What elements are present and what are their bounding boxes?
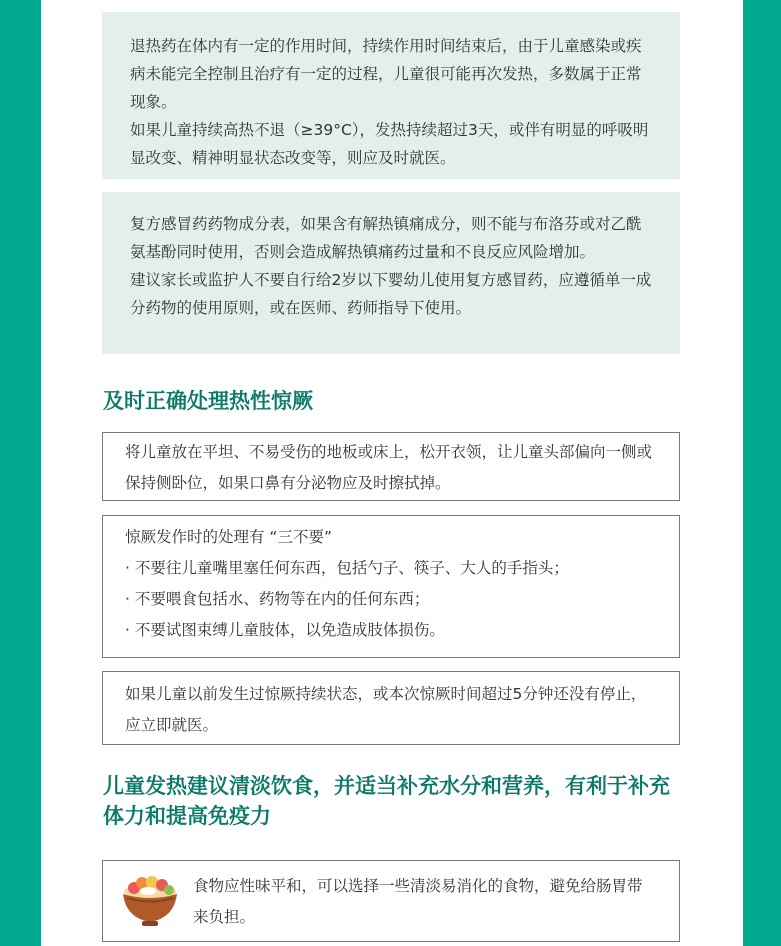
three-donts-intro: 惊厥发作时的处理有 “三不要” [125,528,332,546]
left-accent-bar [0,0,41,946]
antipyretic-info-box [102,12,680,179]
section-heading-diet: 儿童发热建议清淡饮食，并适当补充水分和营养，有利于补充体力和提高免疫力 [103,774,670,828]
section-heading-convulsion: 及时正确处理热性惊厥 [103,389,313,413]
three-donts-item-1: · 不要往儿童嘴里塞任何东西，包括勺子、筷子、大人的手指头； [125,559,569,577]
right-accent-bar [743,0,781,946]
three-donts-item-2: · 不要喂食包括水、药物等在内的任何东西； [125,590,430,608]
antipyretic-para-2: 如果儿童持续高热不退（≥39°C），发热持续超过3天，或伴有明显的呼吸明显改变、精神明显状态改变等，则应及时就医。 [130,121,649,167]
food-bowl-icon [118,872,182,928]
seek-doctor-box [102,671,680,745]
three-donts-item-3: · 不要试图束缚儿童肢体，以免造成肢体损伤。 [125,621,445,639]
three-donts-box [102,515,680,658]
cold-medicine-para-2: 建议家长或监护人不要自行给2岁以下婴幼儿使用复方感冒药，应遵循单一成分药物的使用原则，或在医师、药师指导下使用。 [130,271,652,317]
diet-advice-text: 食物应性味平和，可以选择一些清淡易消化的食物，避免给肠胃带来负担。 [193,877,643,926]
cold-medicine-para-1: 复方感冒药药物成分表，如果含有解热镇痛成分，则不能与布洛芬或对乙酰氨基酚同时使用，否则会造成解热镇痛药过量和不良反应风险增加。 [130,215,642,261]
position-advice-box [102,432,680,501]
antipyretic-para-1: 退热药在体内有一定的作用时间，持续作用时间结束后，由于儿童感染或疾病未能完全控制且治疗有一定的过程，儿童很可能再次发热，多数属于正常现象。 [130,37,642,111]
position-advice-text: 将儿童放在平坦、不易受伤的地板或床上，松开衣领，让儿童头部偏向一侧或保持侧卧位，如果口鼻有分泌物应及时擦拭掉。 [125,443,653,492]
seek-doctor-text: 如果儿童以前发生过惊厥持续状态，或本次惊厥时间超过5分钟还没有停止，应立即就医。 [125,685,647,734]
cold-medicine-info-box [102,192,680,354]
diet-advice-box [102,860,680,942]
